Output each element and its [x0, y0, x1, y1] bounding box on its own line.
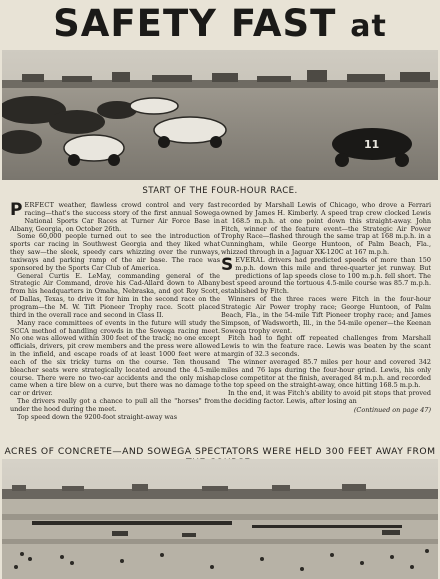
paragraph-text: recorded by Marshall Lewis of Chicago, who drove a Ferrari owned by James H. Kimberly. A speed trap crew clocked Lewis at 168.5 m.p.h. at one point down this straight-away. John Fitch, winner of the feature event—the Strategic Air Power Trophy Race—flashed through the same trap at 168 m.p.h. in a Cunningham, while George Huntoon, of Palm Beach, Fla., whizzed through in a Jaguar XK-120C at 167 m.p.h. — [221, 202, 431, 257]
paragraph-text: The drivers really got a chance to pull all the "horses" from under the hood during the meet. — [10, 397, 220, 413]
article-column-right — [221, 202, 431, 442]
paragraph-text: In the end, it was Fitch's ability to avoid pit stops that proved the deciding factor. Lewis, after losing an — [221, 389, 431, 406]
paragraph-text: Many race committees of events in the future will study the SCCA method of handling crowds in the Sowega racing meet. No one was allowed within 300 feet of the track; no one except officials, drivers, pit crew members and the press were allowed in the infield, and escape roads of at least 1000 feet were at each of the six tricky turns on the course. Ten thousand bleacher seats were strategically located around the 4.5-mile course. There were no two-car accidents and the only mishap came when a tire blew on a curve, but there was no damage to car or driver. — [10, 318, 220, 398]
lead-word: ERFECT — [24, 202, 55, 209]
article-paragraph — [10, 273, 220, 320]
article-paragraph — [221, 359, 431, 390]
headline-at: at — [350, 9, 387, 44]
paragraph-text: Fitch had to fight off repeated challenges from Marshall Lewis to win the feature race. Lewis was beaten by the scant margin of 32.3 seconds. — [221, 334, 431, 359]
article-paragraph — [10, 202, 220, 233]
paragraph-text: Winners of the three races were Fitch in the four-hour Strategic Air Power trophy race; George Huntoon, of Palm Beach, Fla., in the 54-mile Tift Pioneer trophy race; and James Simpson, of Wadsworth, Ill., in the 54-mile opener—the Keenan Sowega trophy event. — [221, 295, 431, 335]
paragraph-text: General Curtis E. LeMay, commanding general of the Strategic Air Command, drove his Cad-Allard down to Albany from his headquarters in Omaha, Nebraska, and got Roy Scott, of Dallas, Texas, to drive it for him in the second race on the program—the M. W. Tift Pioneer Trophy race. Scott placed third in the overall race and second in Class II. — [10, 271, 220, 319]
drop-cap: P — [10, 202, 23, 220]
article-paragraph — [221, 335, 431, 359]
paragraph-text: weather, flawless crowd control and very fast racing—that's the success story of the first annual Sowega National Sports Car Races at Turner Air Force Base in Albany, Georgia, on October 26th. — [10, 202, 220, 233]
article-paragraph — [10, 320, 220, 398]
photo-caption-top: START OF THE FOUR-HOUR RACE. — [142, 186, 298, 196]
article-paragraph — [221, 254, 431, 296]
lead-word: EVERAL — [235, 255, 265, 264]
photo-caption-bottom: ACRES OF CONCRETE—AND SOWEGA SPECTATORS WERE HELD 300 FEET AWAY FROM — [4, 446, 436, 457]
article-paragraph — [221, 296, 431, 335]
race-start-photo — [2, 50, 438, 180]
paragraph-text: Some 60,000 people turned out to see the introduction of sports car racing in Southwest Georgia and they liked what they saw—the sleek, speedy cars whizzing over the runways, taxiways and parking ramp of the air base. The race was sponsored by the Sports Car Club of America. — [10, 232, 220, 272]
car-number-label: 11 — [364, 138, 380, 151]
paragraph-text: The winner averaged 85.7 miles per hour and covered 342 miles and 76 laps during the four-hour grind. Lewis, his only close competitor at the finish, averaged 84 m.p.h. and recorded the top speed on the straight-away, once hitting 168.5 m.p.h. — [221, 357, 431, 390]
race-start-photo-image — [2, 50, 438, 180]
article-paragraph — [221, 202, 431, 257]
headline-main: SAFETY FAST — [53, 2, 337, 45]
spectators-photo — [2, 459, 438, 579]
article-paragraph — [10, 398, 220, 414]
article-column-left — [10, 202, 220, 442]
spectators-photo-image — [2, 459, 438, 579]
continued-note: (Continued on page 47) — [353, 405, 431, 414]
article-paragraph — [221, 390, 431, 406]
drop-cap: S — [221, 254, 234, 275]
article-paragraph — [10, 233, 220, 272]
article-paragraph — [10, 414, 220, 422]
paragraph-text: Top speed down the 9200-foot straight-away was — [17, 412, 178, 421]
paragraph-text: drivers had predicted speeds of more than 150 m.p.h. down this mile and three-quarter jet runway. But predictions of lap speeds close to 100 m.p.h. fell short. The best speed around the tortuous 4.5-mile course was 85.7 m.p.h. established by Fitch. — [221, 255, 431, 296]
